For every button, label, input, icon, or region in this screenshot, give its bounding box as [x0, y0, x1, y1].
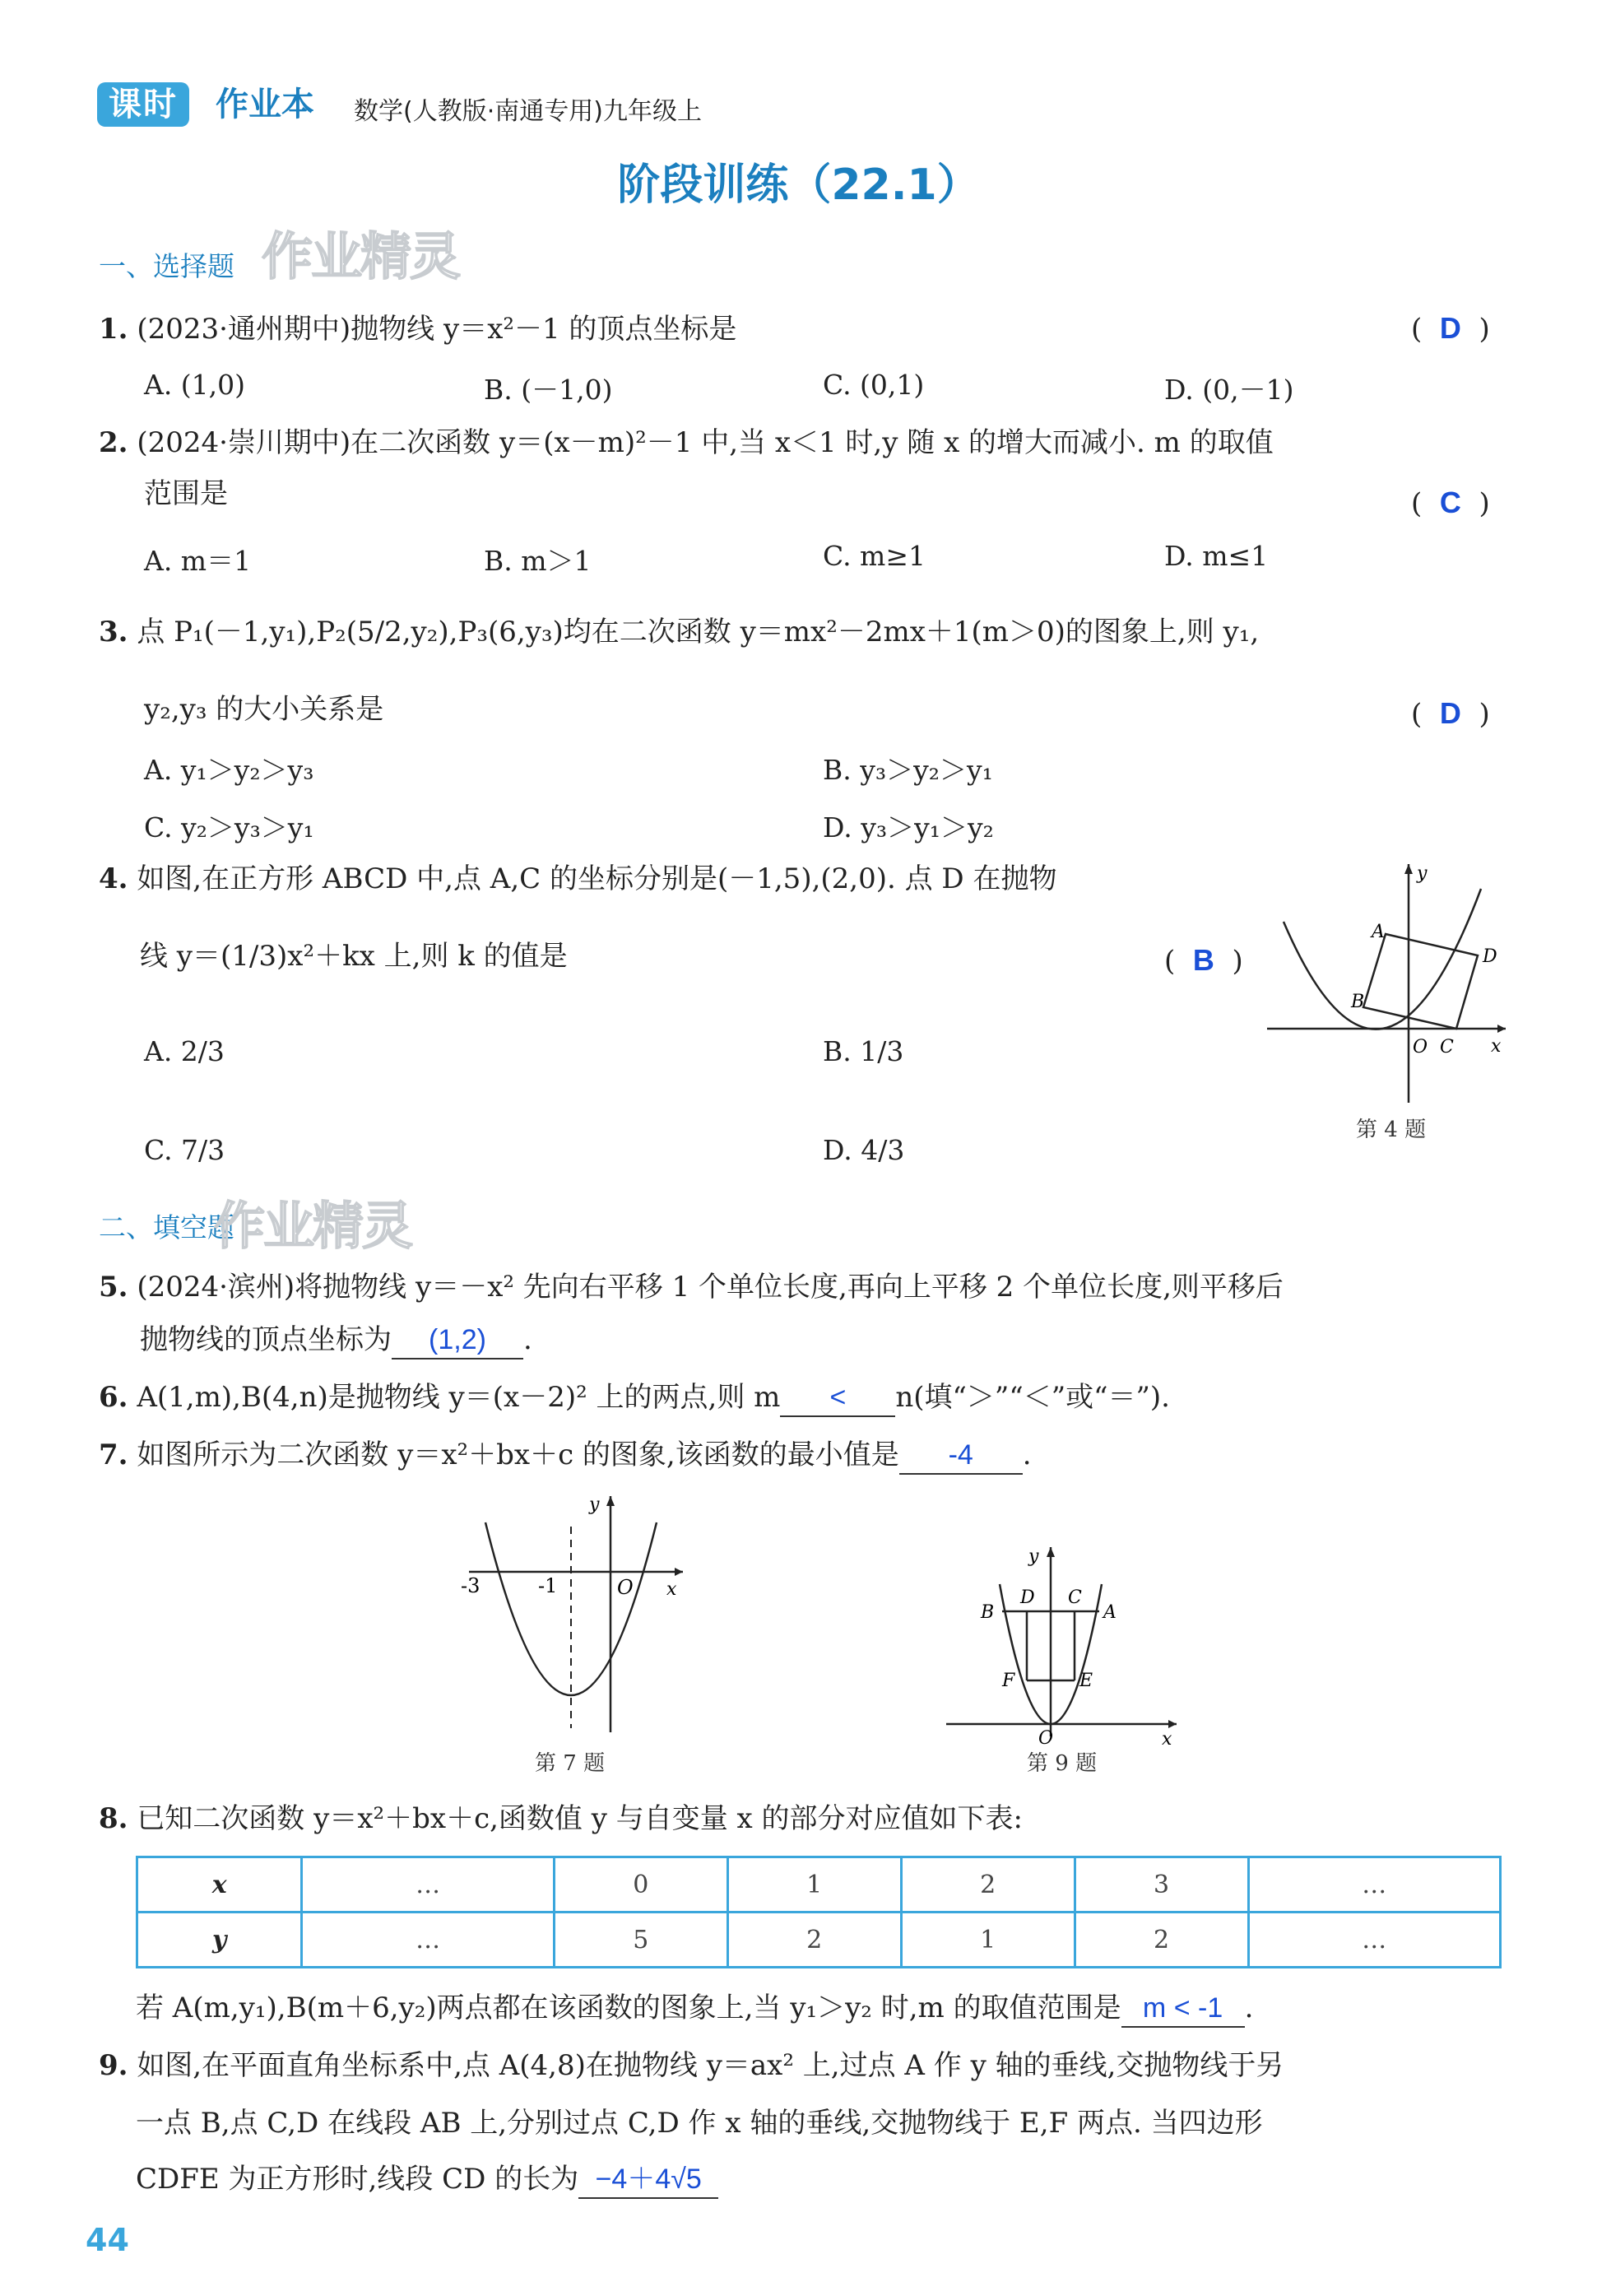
q1-answer: D — [1439, 311, 1461, 345]
q4-label-a: A — [1372, 922, 1385, 942]
table-cell: … — [1248, 1913, 1500, 1968]
table-cell: 2 — [901, 1857, 1075, 1913]
q3-option-d: D. y₃＞y₁＞y₂ — [823, 811, 994, 844]
question-8 — [99, 1801, 1023, 1837]
table-cell: … — [302, 1857, 554, 1913]
q7-text: 如图所示为二次函数 y＝x²＋bx＋c 的图象,该函数的最小值是 — [137, 1438, 899, 1471]
q5-number: 5. — [99, 1271, 128, 1304]
q4-answer-bracket: ( B ) — [1164, 943, 1243, 978]
q9-label-d: D — [1020, 1587, 1035, 1608]
table-cell: 1 — [901, 1913, 1075, 1968]
question-1 — [99, 311, 736, 347]
q2-text-line1: (2024·崇川期中)在二次函数 y＝(x－m)²－1 中,当 x＜1 时,y 随 x 的增大而减小. m 的取值 — [137, 426, 1274, 459]
q1-option-d: D. (0,－1) — [1164, 374, 1294, 406]
q4-label-c: C — [1440, 1037, 1454, 1057]
q2-text-line2: 范围是 — [144, 477, 228, 510]
q6-answer: < — [780, 1379, 895, 1417]
q8-text: 已知二次函数 y＝x²＋bx＋c,函数值 y 与自变量 x 的部分对应值如下表: — [137, 1802, 1023, 1835]
q9-figure-caption: 第 9 题 — [1027, 1751, 1098, 1776]
q7-answer: -4 — [899, 1437, 1023, 1475]
q4-text-line2: 线 y＝(1/3)x²＋kx 上,则 k 的值是 — [140, 940, 568, 973]
q9-answer: −4＋4√5 — [578, 2161, 718, 2199]
q1-option-c: C. (0,1) — [823, 369, 925, 401]
q4-label-b: B — [1351, 992, 1365, 1012]
q3-option-c: C. y₂＞y₃＞y₁ — [144, 811, 314, 844]
q4-label-o: O — [1413, 1037, 1428, 1057]
table-cell: 2 — [1075, 1913, 1248, 1968]
q7-figure-caption: 第 7 题 — [535, 1751, 606, 1776]
q3-option-a: A. y₁＞y₂＞y₃ — [144, 754, 314, 786]
table-cell: 0 — [554, 1857, 727, 1913]
q1-text: (2023·通州期中)抛物线 y＝x²－1 的顶点坐标是 — [137, 313, 737, 346]
section-choice: 一、选择题 — [99, 250, 234, 282]
value-table — [136, 1856, 1502, 1968]
q2-option-c: C. m≥1 — [823, 540, 926, 572]
q2-answer-bracket: ( C ) — [1411, 486, 1490, 520]
q7-label-x: x — [666, 1579, 677, 1600]
q7-label-m3: -3 — [461, 1574, 480, 1597]
table-row-x — [137, 1857, 1501, 1913]
q4-label-y: y — [1417, 864, 1428, 884]
table-cell: x — [137, 1857, 302, 1913]
q1-option-b: B. (－1,0) — [484, 374, 613, 406]
q4-text-line1: 如图,在正方形 ABCD 中,点 A,C 的坐标分别是(－1,5),(2,0). 点 D 在抛物 — [137, 862, 1057, 895]
table-cell: 5 — [554, 1913, 727, 1968]
q9-text-line3: CDFE 为正方形时,线段 CD 的长为 — [136, 2163, 579, 2196]
q7-x-arrow — [675, 1568, 683, 1576]
subject-line: 数学(人教版·南通专用)九年级上 — [354, 97, 702, 126]
q9-line3 — [136, 2161, 718, 2199]
q1-number: 1. — [99, 313, 128, 346]
q4-figure-caption: 第 4 题 — [1356, 1118, 1427, 1142]
q3-text-line1: 点 P₁(－1,y₁),P₂(5/2,y₂),P₃(6,y₃)均在二次函数 y＝mx²－2mx＋1(m＞0)的图象上,则 y₁, — [137, 616, 1260, 648]
q8-answer: m < -1 — [1121, 1990, 1245, 2028]
figure-q7 — [461, 1490, 699, 1741]
q3-number: 3. — [99, 616, 128, 648]
q5-text-line2: 抛物线的顶点坐标为 — [140, 1323, 392, 1356]
q8-number: 8. — [99, 1802, 128, 1835]
q4-x-arrow — [1497, 1025, 1506, 1033]
q3-option-b: B. y₃＞y₂＞y₁ — [823, 754, 993, 786]
figure-q9 — [938, 1539, 1185, 1745]
q9-text-line1: 如图,在平面直角坐标系中,点 A(4,8)在抛物线 y＝ax² 上,过点 A 作 y 轴的垂线,交抛物线于另 — [137, 2049, 1284, 2082]
table-cell: 3 — [1075, 1857, 1248, 1913]
q7-y-arrow — [606, 1496, 615, 1506]
q2-number: 2. — [99, 426, 128, 459]
question-9 — [99, 2047, 1284, 2084]
q7-number: 7. — [99, 1438, 128, 1471]
q9-label-f: F — [1002, 1671, 1015, 1691]
watermark: 作业精灵 — [262, 226, 460, 286]
q5-end: . — [523, 1323, 532, 1356]
q9-text-line2: 一点 B,点 C,D 在线段 AB 上,分别过点 C,D 作 x 轴的垂线,交抛物线于 E,F 两点. 当四边形 — [136, 2107, 1263, 2140]
book-name: 作业本 — [216, 86, 314, 123]
q9-x-arrow — [1168, 1720, 1177, 1728]
page-number: 44 — [86, 2222, 129, 2258]
q8-line2 — [136, 1990, 1253, 2028]
table-cell: 1 — [727, 1857, 901, 1913]
table-cell: y — [137, 1913, 302, 1968]
table-row-y — [137, 1913, 1501, 1968]
question-6 — [99, 1379, 1170, 1417]
q5-text-line1: (2024·滨州)将抛物线 y＝－x² 先向右平移 1 个单位长度,再向上平移 2 个单位长度,则平移后 — [137, 1271, 1284, 1304]
q4-y-arrow — [1404, 864, 1413, 874]
q9-number: 9. — [99, 2049, 128, 2082]
q5-answer: (1,2) — [392, 1322, 523, 1359]
q9-label-b: B — [981, 1602, 995, 1623]
book-logo: 课时 — [97, 82, 189, 127]
q9-label-a: A — [1103, 1602, 1117, 1623]
q4-parabola — [1284, 889, 1481, 1029]
q6-text-before: A(1,m),B(4,n)是抛物线 y＝(x－2)² 上的两点,则 m — [137, 1381, 781, 1414]
q1-option-a: A. (1,0) — [144, 369, 246, 401]
q4-option-a: A. 2/3 — [144, 1035, 225, 1067]
q9-label-y: y — [1028, 1546, 1039, 1567]
section-fill: 二、填空题 — [99, 1211, 234, 1243]
q4-square — [1363, 934, 1478, 1029]
q2-option-d: D. m≤1 — [1164, 540, 1269, 572]
question-3 — [99, 614, 1259, 650]
q8-end: . — [1244, 1992, 1254, 2024]
q3-answer-bracket: ( D ) — [1411, 696, 1490, 731]
question-5 — [99, 1269, 1284, 1305]
q3-text-line2: y₂,y₃ 的大小关系是 — [144, 693, 384, 726]
page-title: 阶段训练（22.1） — [617, 160, 980, 210]
q4-option-d: D. 4/3 — [823, 1134, 905, 1166]
question-4 — [99, 861, 1056, 897]
q9-label-e: E — [1079, 1671, 1093, 1691]
q1-answer-bracket: ( D ) — [1411, 311, 1490, 346]
q4-label-x: x — [1491, 1036, 1502, 1057]
table-cell: 2 — [727, 1913, 901, 1968]
q7-label-o: O — [617, 1576, 634, 1599]
q7-end: . — [1022, 1438, 1032, 1471]
table-cell: … — [302, 1913, 554, 1968]
q2-answer: C — [1439, 486, 1461, 519]
q6-number: 6. — [99, 1381, 128, 1414]
q4-number: 4. — [99, 862, 128, 895]
q9-label-o: O — [1038, 1728, 1054, 1745]
q4-option-c: C. 7/3 — [144, 1134, 225, 1166]
q8-text2: 若 A(m,y₁),B(m＋6,y₂)两点都在该函数的图象上,当 y₁＞y₂ 时,m 的取值范围是 — [136, 1992, 1121, 2024]
q2-option-a: A. m＝1 — [144, 545, 252, 577]
q9-label-c: C — [1068, 1587, 1082, 1608]
q7-label-m1: -1 — [538, 1574, 558, 1597]
q9-y-arrow — [1047, 1547, 1055, 1557]
q4-option-b: B. 1/3 — [823, 1035, 904, 1067]
table-cell: … — [1248, 1857, 1500, 1913]
q4-label-d: D — [1483, 946, 1497, 967]
q2-option-b: B. m＞1 — [484, 545, 592, 577]
q9-label-x: x — [1162, 1729, 1172, 1745]
q4-answer: B — [1192, 943, 1214, 977]
q3-answer: D — [1439, 696, 1461, 730]
figure-q4 — [1267, 864, 1522, 1111]
question-7 — [99, 1437, 1032, 1475]
q5-line2 — [140, 1322, 532, 1359]
q6-text-after: n(填“＞”“＜”或“＝”). — [895, 1381, 1170, 1414]
q7-label-y: y — [589, 1494, 600, 1515]
question-2 — [99, 425, 1274, 461]
watermark-2: 作业精灵 — [214, 1196, 412, 1256]
